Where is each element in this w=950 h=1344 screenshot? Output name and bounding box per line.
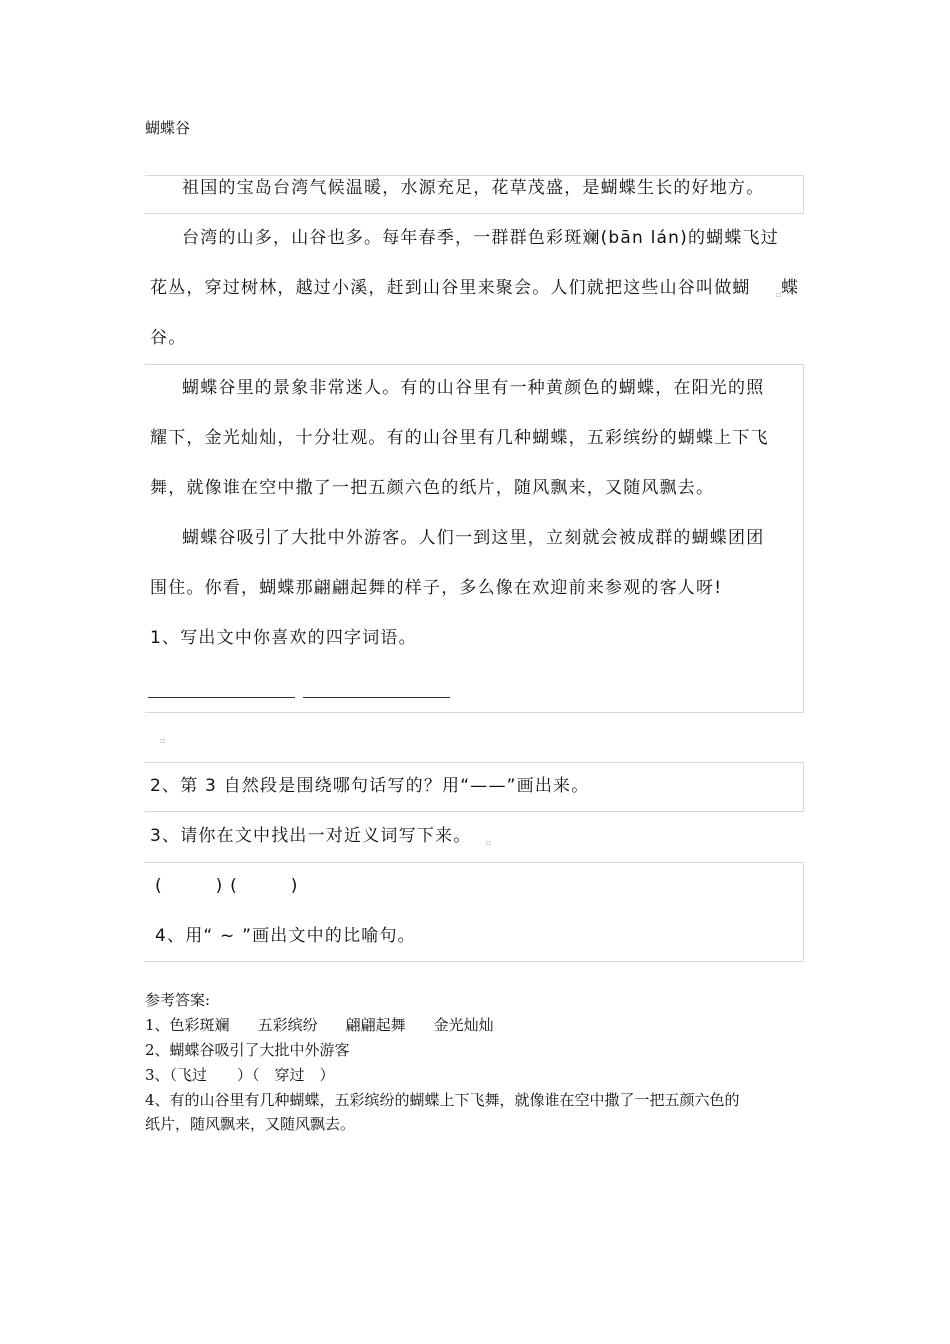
answers-heading: 参考答案: <box>145 991 211 1009</box>
question-3-blanks[interactable]: ( ) ( ) <box>155 876 299 896</box>
question-3: 3、请你在文中找出一对近义词写下来。 <box>150 826 472 846</box>
answer-4-line-1: 4、有的山谷里有几种蝴蝶，五彩缤纷的蝴蝶上下飞舞，就像谁在空中撒了一把五颜六色的 <box>145 1091 740 1109</box>
answer-2: 2、蝴蝶谷吸引了大批中外游客 <box>145 1041 350 1059</box>
paragraph-3-line-3: 舞，就像谁在空中撒了一把五颜六色的纸片，随风飘来，又随风飘去。 <box>150 478 715 498</box>
answer-1-word: 翩翩起舞 <box>345 1016 406 1034</box>
edit-marker: ▫ <box>776 290 782 299</box>
paragraph-4-line-2: 围住。你看，蝴蝶那翩翩起舞的样子，多么像在欢迎前来参观的客人呀! <box>150 578 723 598</box>
paragraph-2-line-3: 谷。 <box>150 328 187 348</box>
answer-1-word: 色彩斑斓 <box>169 1016 230 1034</box>
question-2: 2、第 3 自然段是围绕哪句话写的？用“——”画出来。 <box>150 776 590 796</box>
paragraph-3-line-2: 耀下，金光灿灿，十分壮观。有的山谷里有几种蝴蝶，五彩缤纷的蝴蝶上下飞 <box>150 428 769 448</box>
paragraph-2-line-1: 台湾的山多，山谷也多。每年春季，一群群色彩斑斓(bān lán)的蝴蝶飞过 <box>182 228 779 248</box>
edit-marker: ▫ <box>160 736 166 745</box>
answer-blank-1[interactable] <box>148 697 295 698</box>
document-title: 蝴蝶谷 <box>145 119 191 137</box>
answer-1-prefix: 1、 <box>145 1016 170 1034</box>
answer-1-word: 金光灿灿 <box>433 1016 494 1034</box>
answer-blank-2[interactable] <box>303 697 450 698</box>
answer-1-word: 五彩缤纷 <box>257 1016 318 1034</box>
question-4: 4、用“ ~ ”画出文中的比喻句。 <box>155 926 416 946</box>
answer-3: 3、（飞过 ）（ 穿过 ） <box>145 1066 335 1084</box>
answer-1 <box>145 1014 494 1036</box>
paragraph-1: 祖国的宝岛台湾气候温暖，水源充足，花草茂盛，是蝴蝶生长的好地方。 <box>182 178 765 198</box>
question-1: 1、写出文中你喜欢的四字词语。 <box>150 628 417 648</box>
paragraph-4-line-1: 蝴蝶谷吸引了大批中外游客。人们一到这里，立刻就会被成群的蝴蝶团团 <box>182 528 765 548</box>
paragraph-2-line-2: 花丛，穿过树林，越过小溪，赶到山谷里来聚会。人们就把这些山谷叫做蝴 <box>150 278 751 298</box>
answer-4-line-2: 纸片，随风飘来，又随风飘去。 <box>145 1115 356 1133</box>
paragraph-2-line-2-end: 蝶 <box>781 278 800 298</box>
edit-marker: ▫ <box>486 838 492 847</box>
paragraph-3-line-1: 蝴蝶谷里的景象非常迷人。有的山谷里有一种黄颜色的蝴蝶，在阳光的照 <box>182 378 765 398</box>
